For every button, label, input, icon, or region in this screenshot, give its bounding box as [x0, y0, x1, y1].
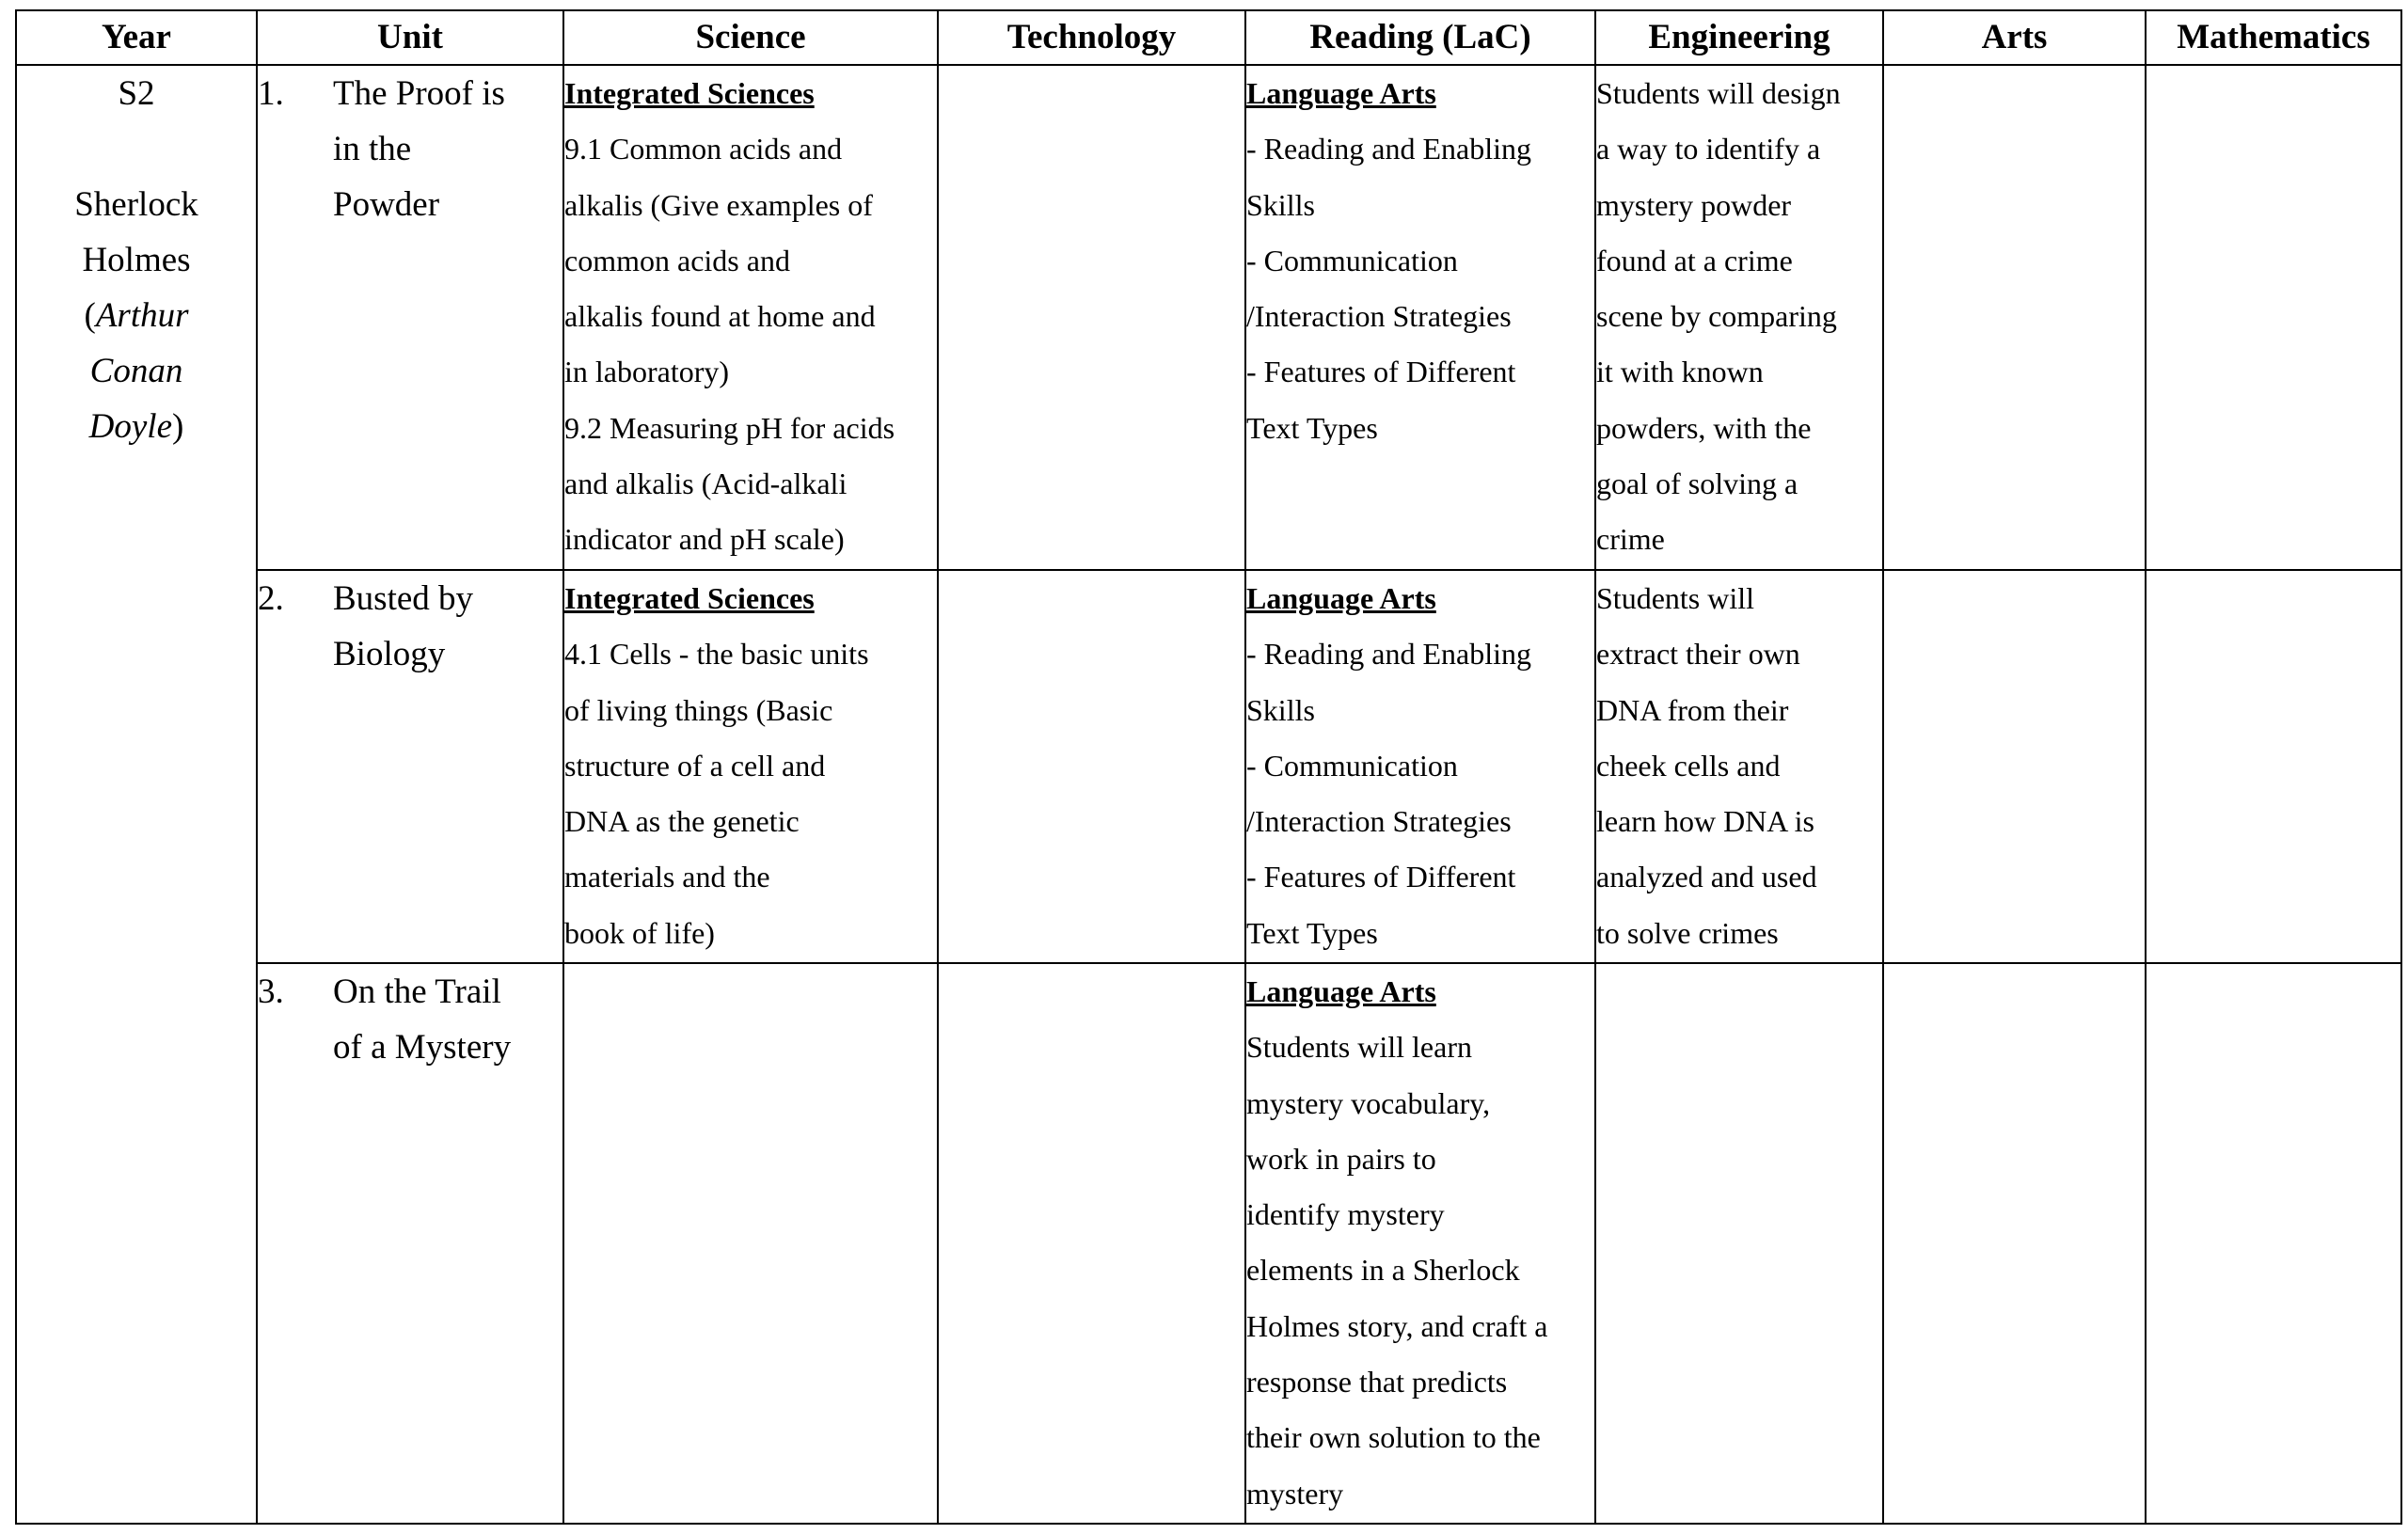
- mathematics-cell: [2146, 570, 2401, 963]
- technology-cell: [938, 963, 1245, 1524]
- author-line-3: Doyle): [88, 407, 184, 446]
- reading-cell: Language Arts - Reading and Enabling Skills - Communication /Interaction Strategies - Features of Different Text Types: [1245, 570, 1595, 963]
- author-line-2: [17, 343, 256, 399]
- author-first: Arthur: [95, 296, 189, 335]
- science-heading: Integrated Sciences: [564, 76, 815, 110]
- unit-title: Busted by Biology: [333, 579, 474, 673]
- science-heading: Integrated Sciences: [564, 581, 815, 615]
- mathematics-cell: [2146, 963, 2401, 1524]
- author-last: Doyle: [88, 407, 173, 446]
- engineering-cell: [1595, 963, 1883, 1524]
- unit-number: 3.: [258, 973, 284, 1011]
- unit-title: On the Trail of a Mystery: [333, 973, 512, 1067]
- unit-title: The Proof is in the Powder: [333, 74, 505, 224]
- table-row: [16, 963, 2401, 1524]
- header-unit: Unit: [257, 10, 563, 65]
- header-technology: Technology: [938, 10, 1245, 65]
- author-middle: Conan: [89, 352, 183, 390]
- reading-heading: Language Arts: [1246, 581, 1436, 615]
- reading-heading: Language Arts: [1246, 974, 1436, 1008]
- unit-number: 1.: [258, 74, 284, 113]
- technology-cell: [938, 570, 1245, 963]
- year-cell: [16, 65, 257, 1524]
- header-row: [16, 10, 2401, 65]
- reading-heading: Language Arts: [1246, 76, 1436, 110]
- engineering-cell: Students will extract their own DNA from their cheek cells and learn how DNA is analyzed and used to solve crimes: [1595, 570, 1883, 963]
- curriculum-table: [15, 9, 2402, 1525]
- table-row: [16, 65, 2401, 570]
- reading-cell: Language Arts Students will learn mystery vocabulary, work in pairs to identify mystery elements in a Sherlock Holmes story, and craft a response that predicts their own solution to the mystery: [1245, 963, 1595, 1524]
- header-engineering: Engineering: [1595, 10, 1883, 65]
- year-code: S2: [118, 74, 155, 113]
- engineering-cell: Students will design a way to identify a mystery powder found at a crime scene by comparing it with known powders, with the goal of solving a crime: [1595, 65, 1883, 570]
- theme-line-2: Holmes: [82, 241, 191, 279]
- arts-cell: [1883, 65, 2146, 570]
- header-reading: Reading (LaC): [1245, 10, 1595, 65]
- author-line-1: (Arthur: [84, 296, 189, 335]
- unit-cell: [257, 963, 563, 1524]
- table-row: [16, 570, 2401, 963]
- arts-cell: [1883, 963, 2146, 1524]
- science-cell: [563, 963, 938, 1524]
- theme-line-1: Sherlock: [74, 185, 198, 224]
- header-year: Year: [16, 10, 257, 65]
- unit-number: 2.: [258, 579, 284, 618]
- science-cell: Integrated Sciences 9.1 Common acids and alkalis (Give examples of common acids and alkalis found at home and in laboratory) 9.2 Measuring pH for acids and alkalis (Acid-alkali indicator and pH scale): [563, 65, 938, 570]
- science-cell: Integrated Sciences 4.1 Cells - the basic units of living things (Basic structure of a cell and DNA as the genetic materials and the book of life): [563, 570, 938, 963]
- arts-cell: [1883, 570, 2146, 963]
- mathematics-cell: [2146, 65, 2401, 570]
- header-science: Science: [563, 10, 938, 65]
- header-arts: Arts: [1883, 10, 2146, 65]
- reading-cell: Language Arts - Reading and Enabling Skills - Communication /Interaction Strategies - Features of Different Text Types: [1245, 65, 1595, 570]
- unit-cell: [257, 65, 563, 570]
- header-mathematics: Mathematics: [2146, 10, 2401, 65]
- unit-cell: [257, 570, 563, 963]
- technology-cell: [938, 65, 1245, 570]
